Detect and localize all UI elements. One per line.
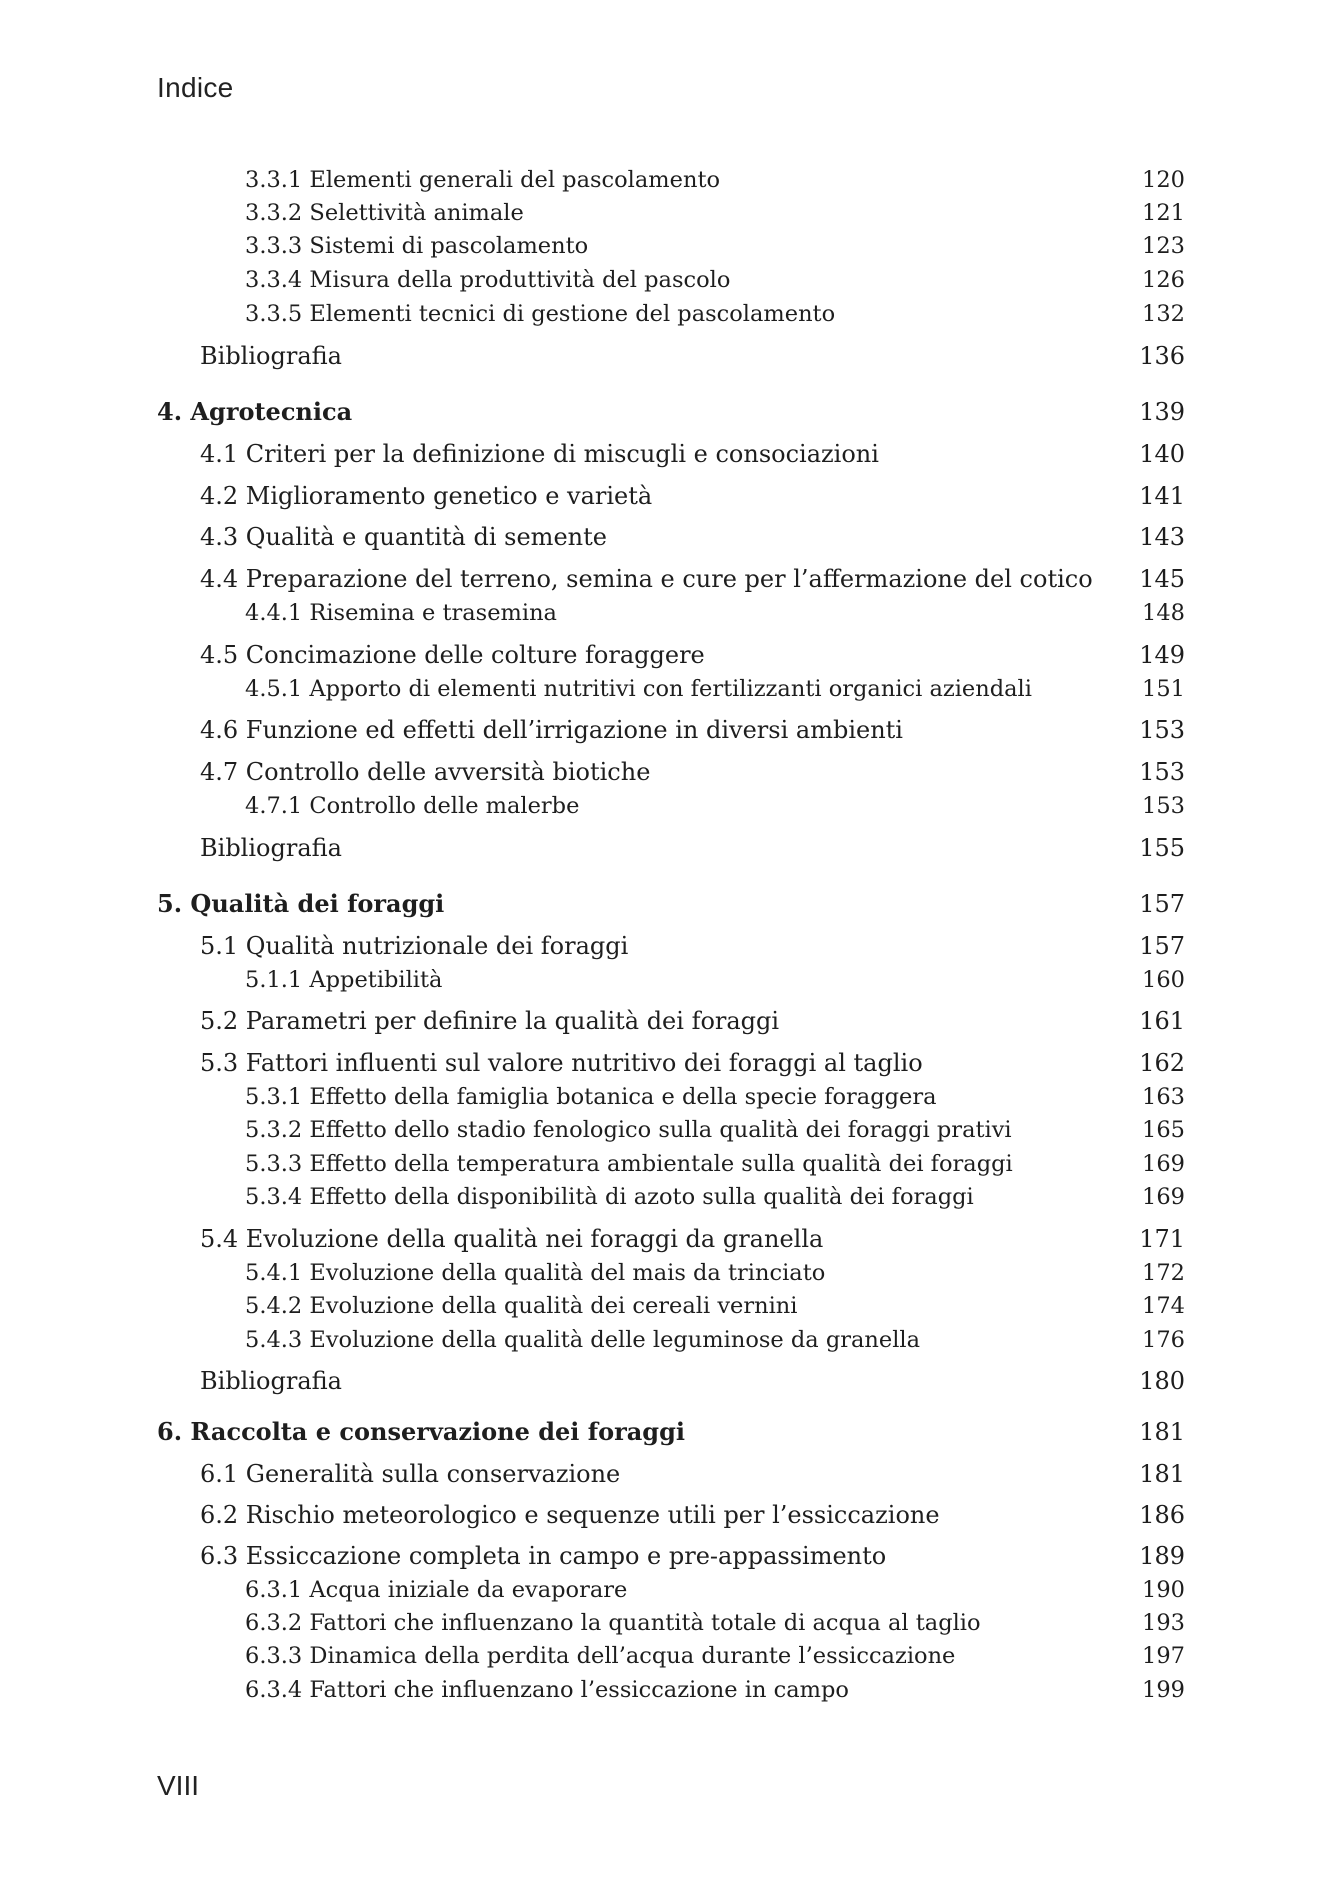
toc-entry-title: 5.4.3 Evoluzione della qualità delle leguminose da granella xyxy=(245,1327,921,1353)
toc-subsection xyxy=(245,1081,1185,1113)
toc-entry-title: 3.3.5 Elementi tecnici di gestione del pascolamento xyxy=(245,301,836,327)
toc-entry-title: 6.3.1 Acqua iniziale da evaporare xyxy=(245,1577,628,1603)
toc-subsection xyxy=(245,197,1185,229)
toc-entry-title: 4.3 Qualità e quantità di semente xyxy=(200,523,607,551)
toc-entry-title: 3.3.2 Selettività animale xyxy=(245,200,524,226)
toc-entry-title: 4.1 Criteri per la definizione di miscugli e consociazioni xyxy=(200,440,879,468)
toc-entry-page: 169 xyxy=(1142,1184,1185,1210)
toc-entry-page: 153 xyxy=(1139,716,1185,744)
toc-entry-page: 123 xyxy=(1142,233,1185,259)
toc-entry-title: 6.3.2 Fattori che influenzano la quantità totale di acqua al taglio xyxy=(245,1610,981,1636)
toc-section xyxy=(200,1223,1185,1255)
toc-subsection xyxy=(245,1114,1185,1146)
toc-entry-page: 155 xyxy=(1139,834,1185,862)
toc-subsection xyxy=(245,1181,1185,1213)
toc-subsection xyxy=(245,673,1185,705)
toc-entry-title: 3.3.4 Misura della produttività del pascolo xyxy=(245,267,731,293)
toc-entry-page: 145 xyxy=(1139,565,1185,593)
toc-entry-title: 5.4 Evoluzione della qualità nei foraggi da granella xyxy=(200,1225,824,1253)
toc-entry-page: 141 xyxy=(1139,482,1185,510)
toc-entry-page: 190 xyxy=(1142,1577,1185,1603)
toc-entry-title: 6.3 Essiccazione completa in campo e pre-appassimento xyxy=(200,1542,887,1570)
toc-entry-page: 180 xyxy=(1139,1367,1185,1395)
toc-chapter xyxy=(157,396,1185,428)
toc-section xyxy=(200,1005,1185,1037)
toc-entry-title: 5.3 Fattori influenti sul valore nutritivo dei foraggi al taglio xyxy=(200,1049,923,1077)
toc-subsection xyxy=(245,230,1185,262)
toc-section xyxy=(200,930,1185,962)
toc-entry-page: 176 xyxy=(1142,1327,1185,1353)
toc-section xyxy=(200,1365,1185,1397)
page-number: VIII xyxy=(157,1770,200,1801)
toc-subsection xyxy=(245,1324,1185,1356)
toc-entry-title: 5.1 Qualità nutrizionale dei foraggi xyxy=(200,932,629,960)
toc-entry-page: 172 xyxy=(1142,1260,1185,1286)
toc-subsection xyxy=(245,964,1185,996)
toc-entry-page: 160 xyxy=(1142,967,1185,993)
toc-entry-title: 3.3.1 Elementi generali del pascolamento xyxy=(245,167,721,193)
toc-section xyxy=(200,480,1185,512)
toc-entry-title: 4.4.1 Risemina e trasemina xyxy=(245,600,557,626)
running-head: Indice xyxy=(157,72,234,103)
toc-entry-page: 171 xyxy=(1139,1225,1185,1253)
toc-entry-page: 148 xyxy=(1142,600,1185,626)
toc-entry-title: 6.2 Rischio meteorologico e sequenze utili per l’essiccazione xyxy=(200,1501,940,1529)
toc-entry-title: Bibliografia xyxy=(200,1367,342,1395)
toc-entry-title: 6.1 Generalità sulla conservazione xyxy=(200,1460,621,1488)
toc-entry-page: 181 xyxy=(1139,1418,1185,1446)
toc-section xyxy=(200,340,1185,372)
toc-entry-page: 120 xyxy=(1142,167,1185,193)
toc-entry-page: 186 xyxy=(1139,1501,1185,1529)
toc-subsection xyxy=(245,298,1185,330)
toc-entry-page: 169 xyxy=(1142,1151,1185,1177)
toc-section xyxy=(200,714,1185,746)
toc-section xyxy=(200,756,1185,788)
toc-section xyxy=(200,832,1185,864)
toc-subsection xyxy=(245,1607,1185,1639)
toc-entry-title: 5.3.4 Effetto della disponibilità di azoto sulla qualità dei foraggi xyxy=(245,1184,974,1210)
toc-entry-page: 189 xyxy=(1139,1542,1185,1570)
toc-entry-title: 5. Qualità dei foraggi xyxy=(157,889,445,918)
toc-entry-page: 126 xyxy=(1142,267,1185,293)
toc-entry-page: 153 xyxy=(1142,793,1185,819)
toc-subsection xyxy=(245,264,1185,296)
toc-entry-page: 140 xyxy=(1139,440,1185,468)
toc-entry-page: 157 xyxy=(1139,932,1185,960)
toc-entry-title: 4. Agrotecnica xyxy=(157,397,353,426)
toc-entry-title: 6. Raccolta e conservazione dei foraggi xyxy=(157,1417,685,1446)
toc-section xyxy=(200,438,1185,470)
toc-subsection xyxy=(245,1257,1185,1289)
toc-entry-page: 199 xyxy=(1142,1677,1185,1703)
toc-subsection xyxy=(245,164,1185,196)
toc-entry-title: 4.7 Controllo delle avversità biotiche xyxy=(200,758,651,786)
toc-entry-title: 5.1.1 Appetibilità xyxy=(245,967,443,993)
toc-chapter xyxy=(157,888,1185,920)
toc-entry-title: Bibliografia xyxy=(200,342,342,370)
toc-subsection xyxy=(245,1574,1185,1606)
toc-entry-page: 136 xyxy=(1139,342,1185,370)
toc-chapter xyxy=(157,1416,1185,1448)
toc-entry-title: 5.4.2 Evoluzione della qualità dei cereali vernini xyxy=(245,1293,798,1319)
toc-section xyxy=(200,1047,1185,1079)
toc-section xyxy=(200,639,1185,671)
toc-section xyxy=(200,1499,1185,1531)
toc-entry-title: 4.2 Miglioramento genetico e varietà xyxy=(200,482,653,510)
toc-entry-title: 4.7.1 Controllo delle malerbe xyxy=(245,793,580,819)
toc-entry-title: 4.5.1 Apporto di elementi nutritivi con fertilizzanti organici aziendali xyxy=(245,676,1032,702)
toc-entry-page: 162 xyxy=(1139,1049,1185,1077)
toc-section xyxy=(200,563,1185,595)
toc-entry-page: 197 xyxy=(1142,1643,1185,1669)
toc-subsection xyxy=(245,597,1185,629)
toc-section xyxy=(200,1540,1185,1572)
toc-subsection xyxy=(245,1640,1185,1672)
toc-entry-page: 181 xyxy=(1139,1460,1185,1488)
toc-entry-page: 139 xyxy=(1139,398,1185,426)
toc-entry-page: 149 xyxy=(1139,641,1185,669)
toc-entry-page: 174 xyxy=(1142,1293,1185,1319)
toc-subsection xyxy=(245,1674,1185,1706)
toc-entry-title: 6.3.4 Fattori che influenzano l’essiccazione in campo xyxy=(245,1677,849,1703)
toc-entry-page: 161 xyxy=(1139,1007,1185,1035)
toc-entry-title: 3.3.3 Sistemi di pascolamento xyxy=(245,233,589,259)
toc-subsection xyxy=(245,1148,1185,1180)
toc-subsection xyxy=(245,1290,1185,1322)
toc-entry-page: 157 xyxy=(1139,890,1185,918)
toc-entry-page: 143 xyxy=(1139,523,1185,551)
toc-section xyxy=(200,521,1185,553)
toc-entry-title: 5.3.1 Effetto della famiglia botanica e della specie foraggera xyxy=(245,1084,937,1110)
toc-entry-title: 4.4 Preparazione del terreno, semina e cure per l’affermazione del cotico xyxy=(200,565,1093,593)
toc-entry-page: 153 xyxy=(1139,758,1185,786)
toc-entry-page: 121 xyxy=(1142,200,1185,226)
toc-entry-page: 132 xyxy=(1142,301,1185,327)
toc-entry-title: 5.4.1 Evoluzione della qualità del mais da trinciato xyxy=(245,1260,826,1286)
toc-entry-page: 165 xyxy=(1142,1117,1185,1143)
toc-entry-title: Bibliografia xyxy=(200,834,342,862)
toc-entry-title: 5.3.2 Effetto dello stadio fenologico sulla qualità dei foraggi prativi xyxy=(245,1117,1012,1143)
toc-entry-title: 5.3.3 Effetto della temperatura ambientale sulla qualità dei foraggi xyxy=(245,1151,1013,1177)
toc-entry-title: 6.3.3 Dinamica della perdita dell’acqua durante l’essiccazione xyxy=(245,1643,956,1669)
toc-entry-title: 4.5 Concimazione delle colture foraggere xyxy=(200,641,705,669)
toc-entry-page: 151 xyxy=(1142,676,1185,702)
toc-entry-page: 163 xyxy=(1142,1084,1185,1110)
toc-entry-page: 193 xyxy=(1142,1610,1185,1636)
toc-entry-title: 5.2 Parametri per definire la qualità dei foraggi xyxy=(200,1007,780,1035)
toc-subsection xyxy=(245,790,1185,822)
toc-entry-title: 4.6 Funzione ed effetti dell’irrigazione in diversi ambienti xyxy=(200,716,903,744)
toc-section xyxy=(200,1458,1185,1490)
